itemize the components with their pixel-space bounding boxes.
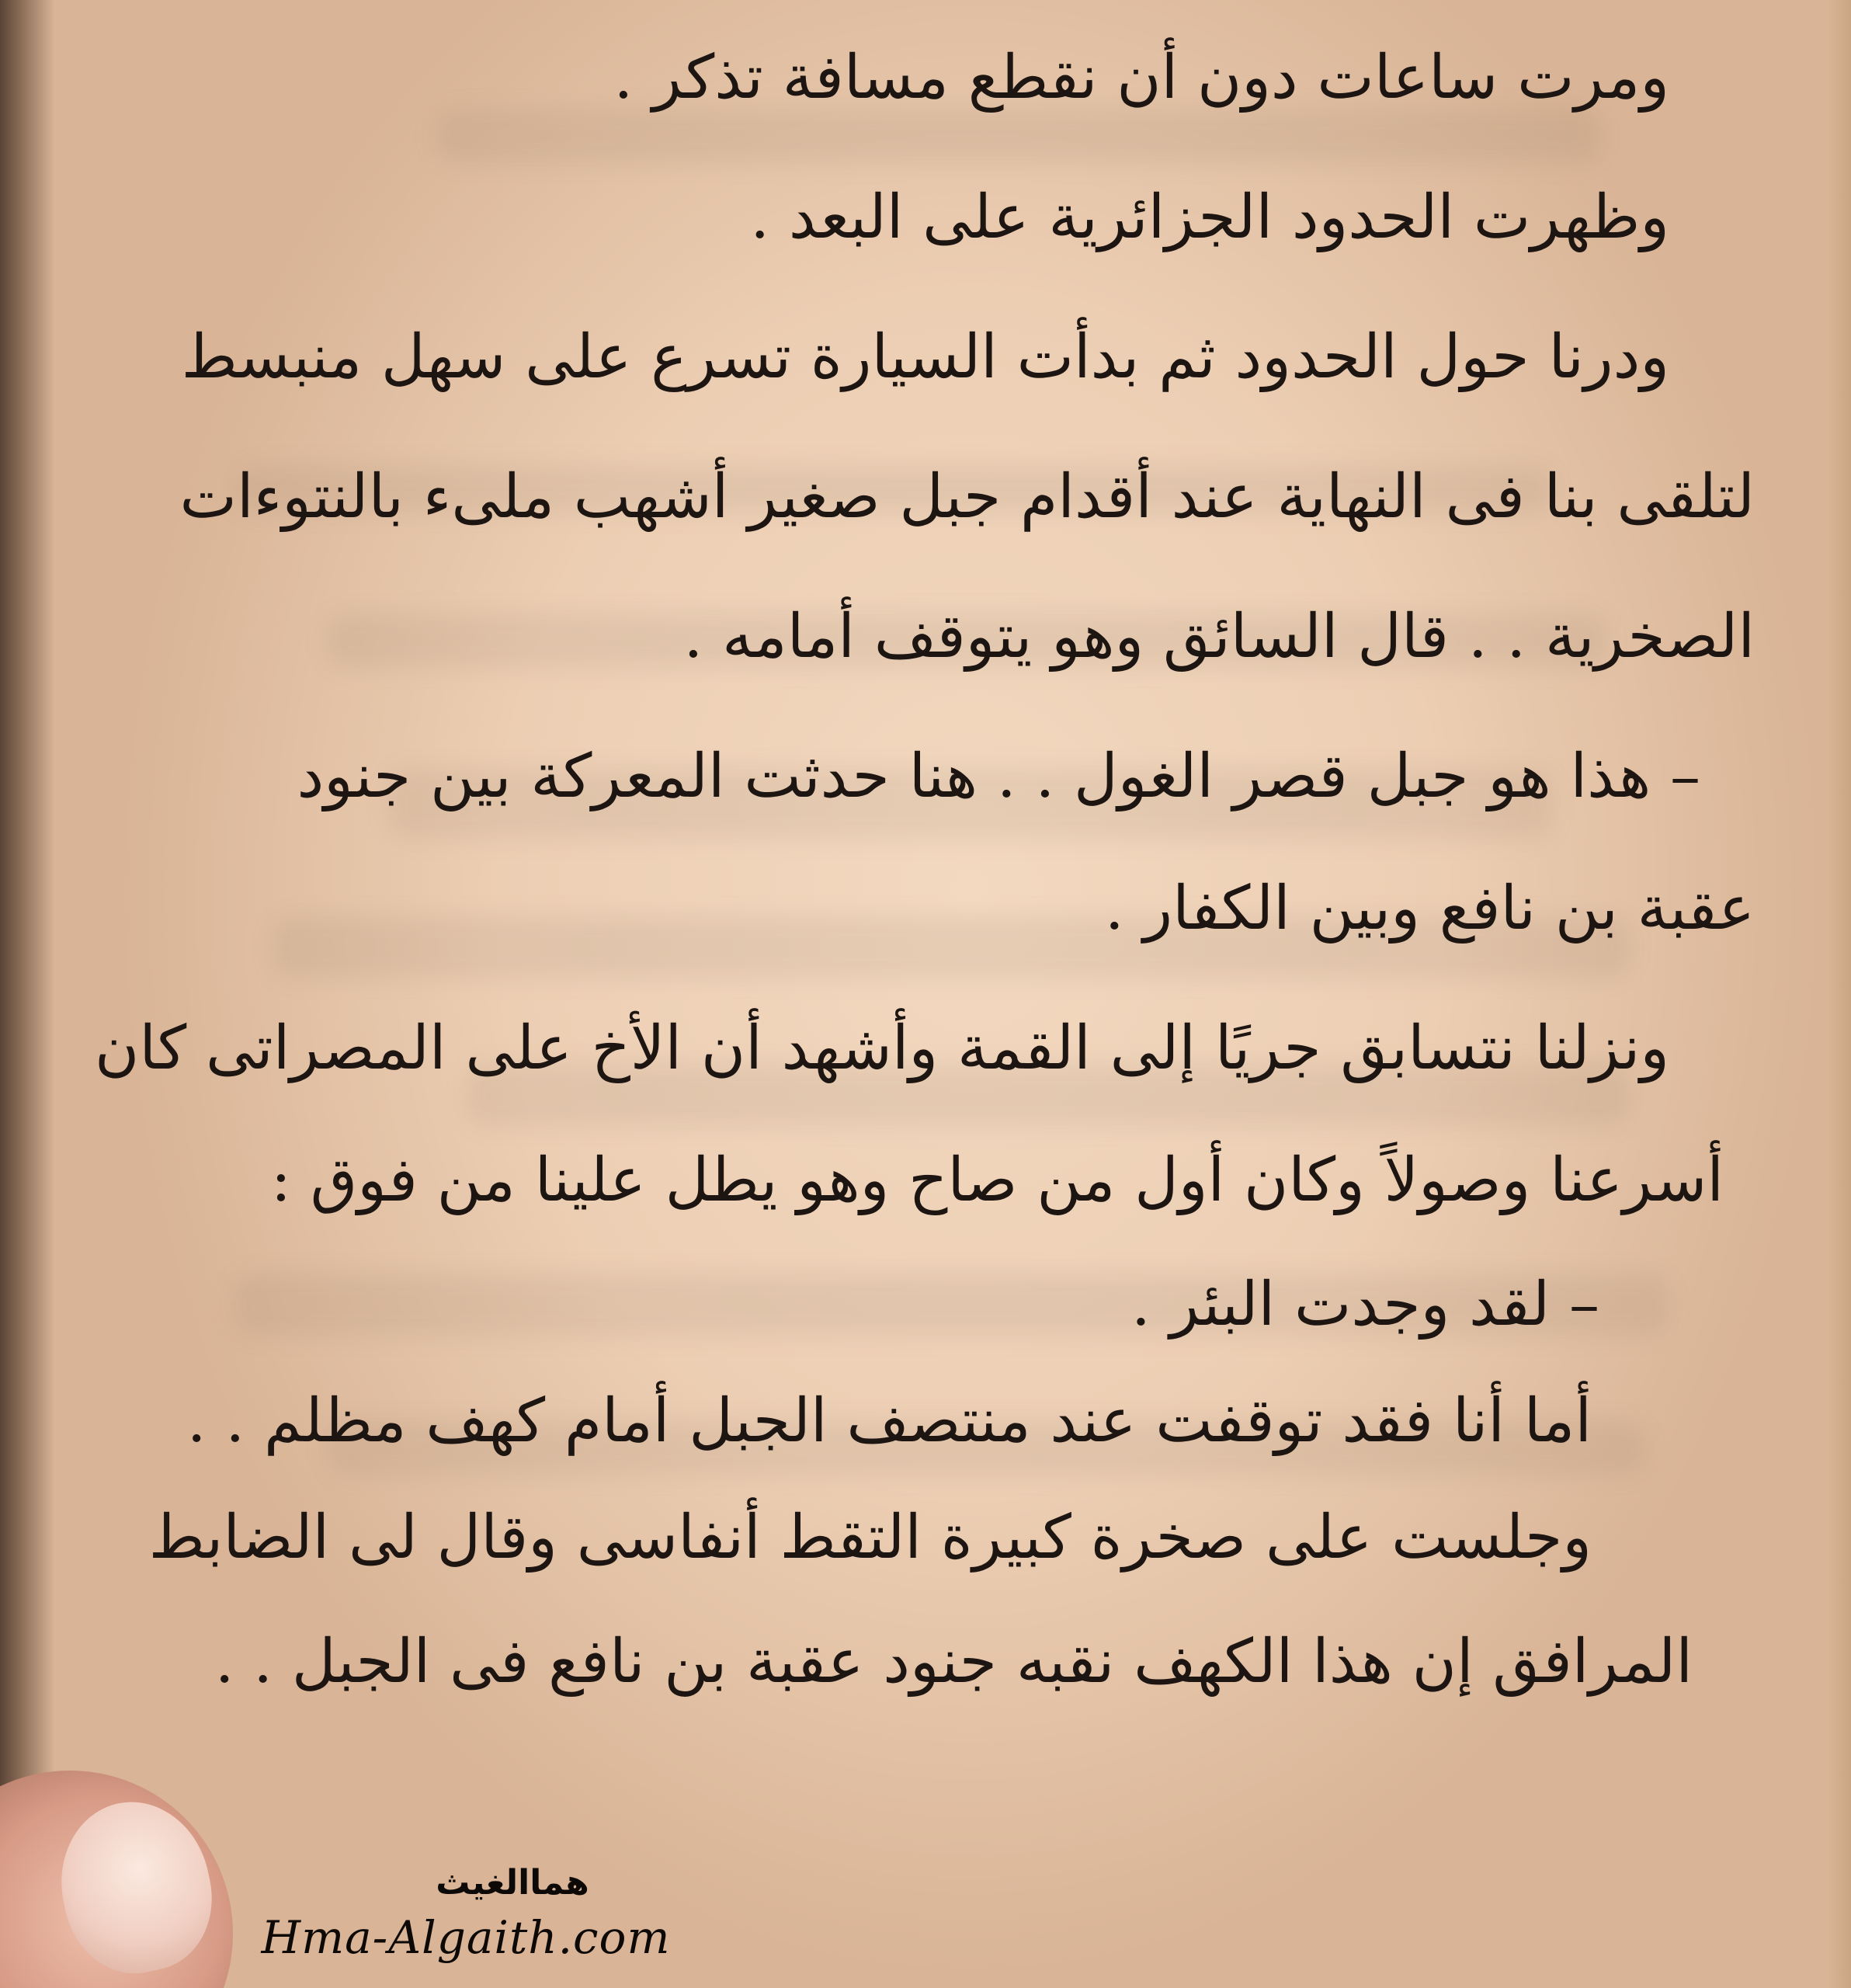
watermark-url: Hma-Algaith.com	[261, 1911, 671, 1964]
show-through-text	[435, 109, 1599, 163]
page-shadow-left	[0, 0, 54, 1988]
text-line: المرافق إن هذا الكهف نقبه جنود عقبة بن نافع فى الجبل . .	[214, 1627, 1693, 1697]
text-line: – لقد وجدت البئر .	[1131, 1270, 1599, 1340]
text-line: أما أنا فقد توقفت عند منتصف الجبل أمام كهف مظلم . .	[186, 1386, 1592, 1456]
text-line: – هذا هو جبل قصر الغول . . هنا حدثت المعركة بين جنود	[297, 742, 1700, 812]
text-line: ودرنا حول الحدود ثم بدأت السيارة تسرع على سهل منبسط	[181, 322, 1669, 392]
text-line: ومرت ساعات دون أن نقطع مسافة تذكر .	[613, 43, 1669, 113]
text-line: ونزلنا نتسابق جريًا إلى القمة وأشهد أن الأخ على المصراتى كان	[95, 1013, 1669, 1083]
watermark	[248, 1860, 683, 1969]
text-line: لتلقى بنا فى النهاية عند أقدام جبل صغير أشهب ملىء بالنتوءات	[179, 462, 1755, 532]
page-edge-right	[1828, 0, 1851, 1988]
text-line: وظهرت الحدود الجزائرية على البعد .	[750, 182, 1669, 252]
text-line: أسرعنا وصولاً وكان أول من صاح وهو يطل علينا من فوق :	[270, 1145, 1724, 1215]
watermark-arabic: هماالغيث	[436, 1863, 589, 1903]
text-line: وجلست على صخرة كبيرة التقط أنفاسى وقال لى الضابط	[148, 1503, 1592, 1573]
text-line: الصخرية . . قال السائق وهو يتوقف أمامه .	[683, 602, 1755, 672]
text-line: عقبة بن نافع وبين الكفار .	[1104, 874, 1755, 944]
